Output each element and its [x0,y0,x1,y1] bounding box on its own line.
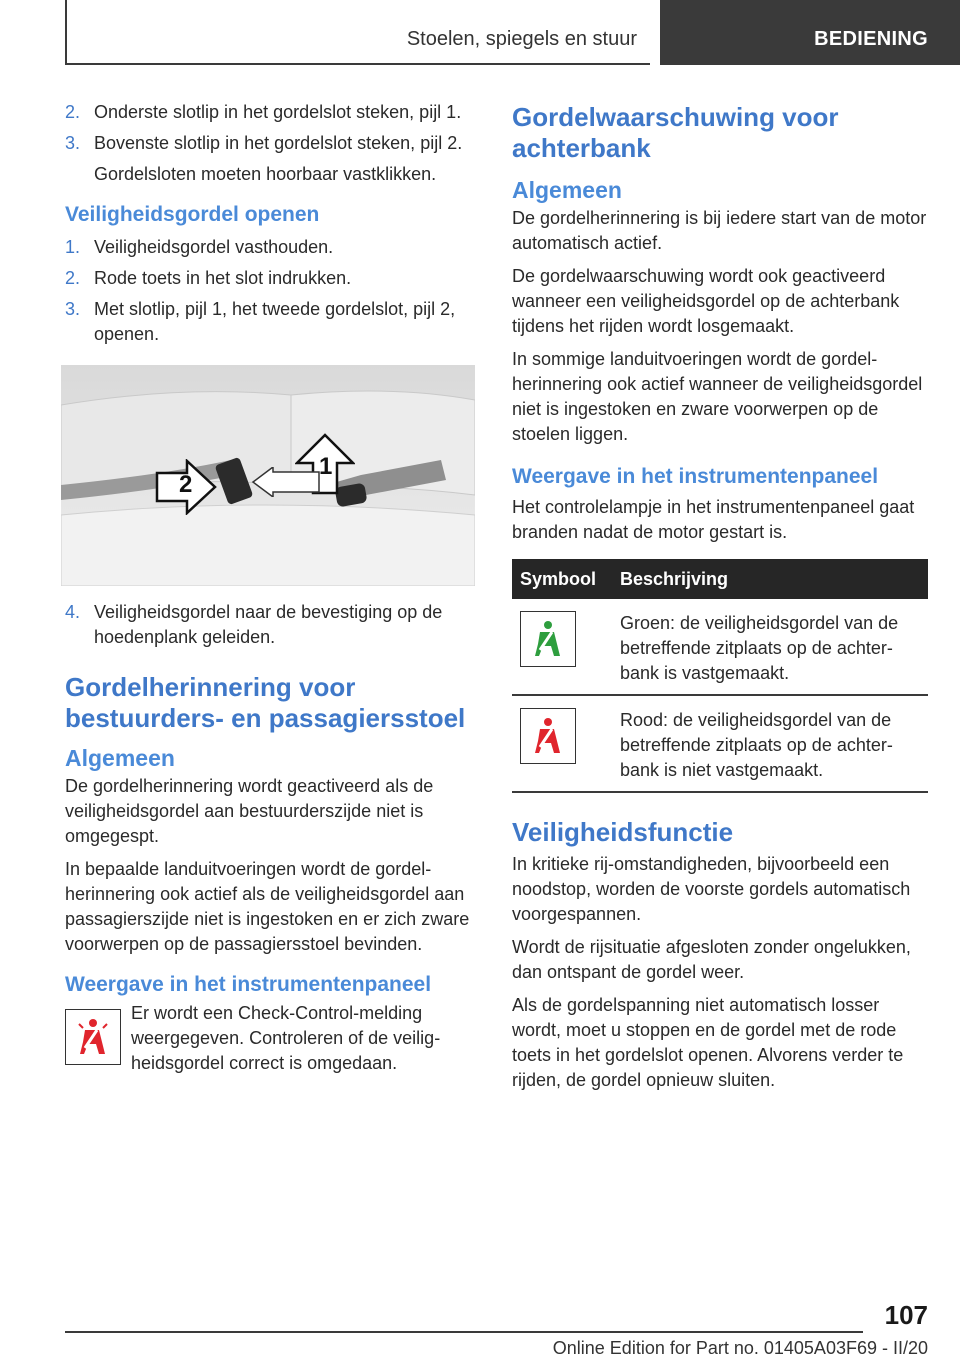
rear-paragraph-2: De gordelwaarschuwing wordt ook geactiveerd wanneer een veiligheidsgordel op de achterbank tijdens het rijden wordt losgemaakt. [512,266,900,336]
display-text: Er wordt een Check-Control-melding weergegeven. Controleren of de veiligheidsgordel correct is omgedaan. [131,1003,441,1073]
page-number: 107 [884,1300,928,1330]
step-number: 3. [65,299,81,319]
safety-paragraph-2: Wordt de rijsituatie afgesloten zonder ongelukken, dan ontspant de gordel weer. [512,937,911,982]
step-number: 2. [65,102,81,122]
list-item [65,297,477,347]
rear-heading: Gordelwaarschuwing voor achterbank [512,102,839,163]
general-paragraph-1: De gordelherinnering wordt geactiveerd als de veiligheidsgordel aan bestuurderszijde niet is omgegespt. [65,776,434,846]
list-item [65,266,477,291]
seatbelt-warning-icon [65,1009,121,1065]
column-header-symbol: Symbool [512,559,612,599]
step-number: 3. [65,133,81,153]
seatbelt-green-icon [520,611,576,667]
symbol-table [512,559,928,793]
step-text: Veiligheidsgordel naar de bevestiging op de hoedenplank geleiden. [94,602,443,647]
list-item [65,131,477,156]
description-cell: Rood: de veiligheidsgordel van de betreffende zitplaats op de achterbank is niet vastgemaakt. [612,695,928,792]
seatbelt-buckle-photo [61,365,475,586]
step-text: Onderste slotlip in het gordelslot steken, pijl 1. [94,102,462,122]
rear-display-text: Het controlelampje in het instrumentenpaneel gaat branden nadat de motor gestart is. [512,497,915,542]
step-text: Bovenste slotlip in het gordelslot steken, pijl 2. [94,133,463,153]
step-number: 1. [65,237,81,257]
rear-paragraph-3: In sommige landuitvoeringen wordt de gordelherinnering ook actief wanneer de veiligheidsgordel niet is ingestoken en zware voorwerpen op de stoelen liggen. [512,349,923,444]
step-text: Rode toets in het slot indrukken. [94,268,352,288]
table-row [512,599,928,695]
safety-paragraph-1: In kritieke rij-omstandigheden, bijvoorbeeld een noodstop, worden de voorste gordels automatisch voorgespannen. [512,854,911,924]
rear-paragraph-1: De gordelherinnering is bij iedere start van de motor automatisch actief. [512,208,927,253]
chapter-title: BEDIENING [814,28,928,50]
step-text: Veiligheidsgordel vasthouden. [94,237,334,257]
step-note: Gordelsloten moeten hoorbaar vastklikken. [94,164,437,184]
rear-general-heading: Algemeen [512,177,622,203]
rear-display-heading: Weergave in het instrumentenpaneel [512,465,879,488]
step-text: Met slotlip, pijl 1, het tweede gordelslot, pijl 2, openen. [94,299,456,344]
symbol-cell [512,599,612,695]
table-row [512,695,928,792]
general-paragraph-2: In bepaalde landuitvoeringen wordt de gordelherinnering ook actief als de veiligheidsgordel aan passagierszijde niet is ingestoken en er zich zware voorwerpen op de passagiersstoel bevinden. [65,859,470,954]
column-header-description: Beschrijving [612,559,928,599]
footer-rule [65,1331,863,1333]
right-column [512,100,928,1101]
symbol-cell [512,695,612,792]
step-number: 4. [65,602,81,622]
step-number: 2. [65,268,81,288]
display-heading: Weergave in het instrumentenpaneel [65,973,432,996]
arrow-1-label: 1 [319,453,333,480]
left-column [65,100,477,1076]
safety-paragraph-3: Als de gordelspanning niet automatisch losser wordt, moet u stoppen en de gordel met de rode toets in het gordelslot openen. Alvorens verder te rijden, de gordel opnieuw sluiten. [512,995,904,1090]
open-heading: Veiligheidsgordel openen [65,203,320,226]
header-rule-bottom [65,63,650,65]
insert-arrow-icon [251,467,321,497]
seatbelt-red-icon [520,708,576,764]
description-cell: Groen: de veiligheidsgordel van de betreffende zitplaats op de achterbank is vastgemaakt. [612,599,928,695]
list-item [65,600,477,650]
display-row [65,1001,477,1076]
reminder-heading: Gordelherinnering voor bestuurders- en passagiersstoel [65,672,466,733]
section-title: Stoelen, spiegels en stuur [406,28,637,50]
arrow-2-label: 2 [179,471,193,498]
general-heading: Algemeen [65,745,175,771]
list-item [65,100,477,125]
list-item [65,235,477,260]
safety-heading: Veiligheidsfunctie [512,817,734,847]
edition-text: Online Edition for Part no. 01405A03F69 - II/20 [552,1338,928,1358]
